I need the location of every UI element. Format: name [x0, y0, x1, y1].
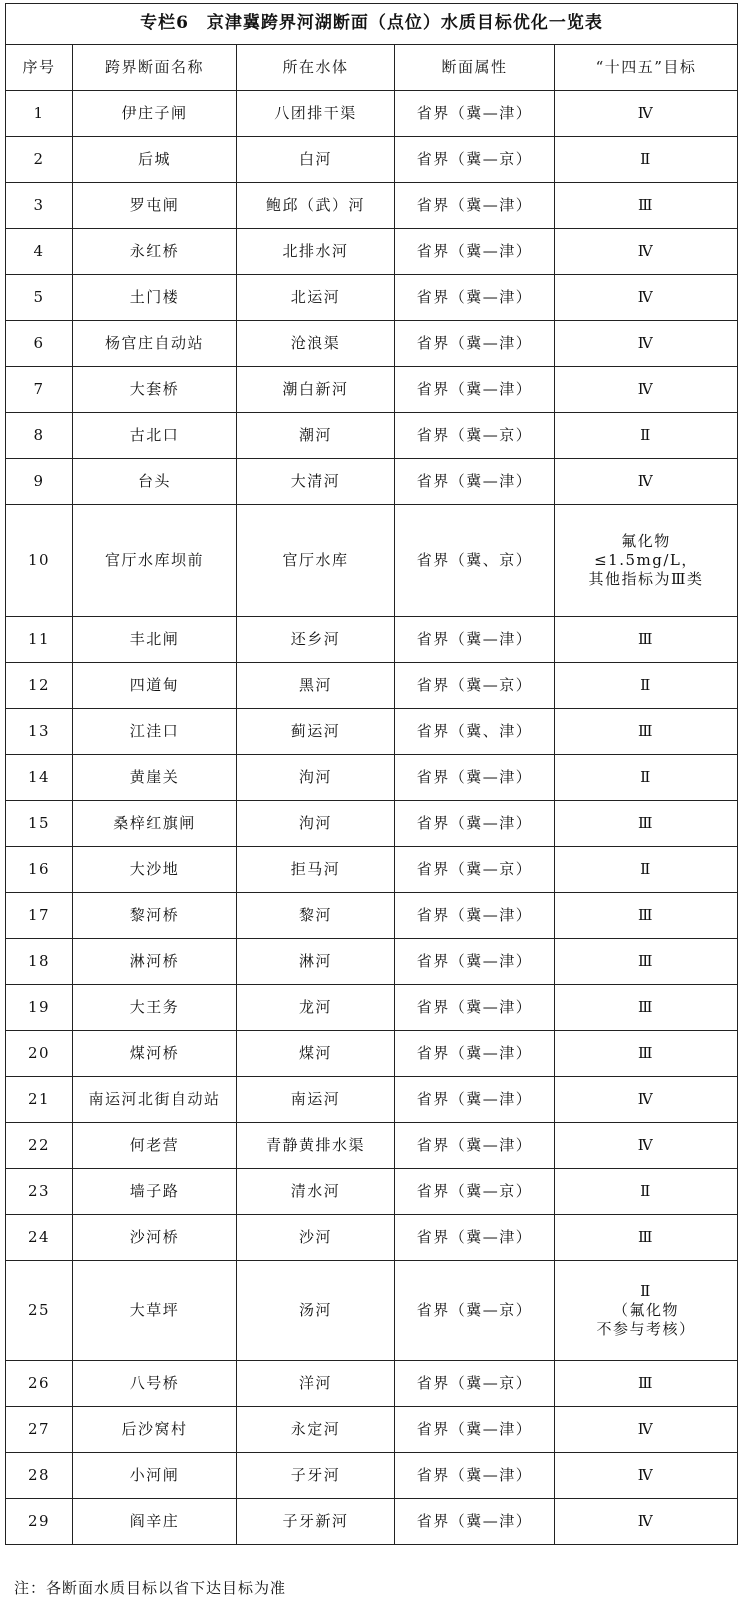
cell-section-attribute: 省界（冀—津）: [395, 321, 555, 367]
cell-seq: 1: [6, 91, 73, 137]
cell-target: Ⅳ: [555, 1407, 738, 1453]
cell-section-name: 大王务: [73, 985, 237, 1031]
table-row: [6, 663, 738, 709]
cell-seq: 8: [6, 413, 73, 459]
cell-section-name: 黎河桥: [73, 893, 237, 939]
cell-section-attribute: 省界（冀—津）: [395, 801, 555, 847]
table-row: [6, 1499, 738, 1545]
table-row: [6, 183, 738, 229]
cell-section-name: 大沙地: [73, 847, 237, 893]
cell-section-name: 伊庄子闸: [73, 91, 237, 137]
cell-seq: 13: [6, 709, 73, 755]
cell-seq: 29: [6, 1499, 73, 1545]
table-row: [6, 137, 738, 183]
cell-seq: 27: [6, 1407, 73, 1453]
cell-water-body: 泃河: [237, 801, 395, 847]
table-row: [6, 1031, 738, 1077]
cell-section-name: 何老营: [73, 1123, 237, 1169]
cell-section-attribute: 省界（冀—津）: [395, 1453, 555, 1499]
table-row: [6, 1261, 738, 1361]
header-water-body: 所在水体: [237, 45, 395, 91]
cell-section-attribute: 省界（冀—津）: [395, 183, 555, 229]
cell-target: Ⅲ: [555, 801, 738, 847]
cell-target: Ⅳ: [555, 321, 738, 367]
cell-water-body: 煤河: [237, 1031, 395, 1077]
cell-section-name: 沙河桥: [73, 1215, 237, 1261]
cell-seq: 21: [6, 1077, 73, 1123]
cell-water-body: 子牙新河: [237, 1499, 395, 1545]
table-row: [6, 1123, 738, 1169]
cell-target: Ⅳ: [555, 275, 738, 321]
table-row: [6, 505, 738, 617]
cell-target: Ⅲ: [555, 709, 738, 755]
cell-section-attribute: 省界（冀—津）: [395, 229, 555, 275]
cell-section-attribute: 省界（冀—京）: [395, 137, 555, 183]
cell-section-attribute: 省界（冀—津）: [395, 893, 555, 939]
cell-section-attribute: 省界（冀—津）: [395, 275, 555, 321]
cell-water-body: 泃河: [237, 755, 395, 801]
table-row: [6, 985, 738, 1031]
table-row: [6, 1407, 738, 1453]
cell-section-name: 古北口: [73, 413, 237, 459]
cell-section-name: 台头: [73, 459, 237, 505]
cell-seq: 17: [6, 893, 73, 939]
table-row: [6, 755, 738, 801]
target-line: 不参与考核）: [596, 1319, 696, 1338]
cell-seq: 25: [6, 1261, 73, 1361]
table-row: [6, 1169, 738, 1215]
cell-target: Ⅳ: [555, 1453, 738, 1499]
cell-section-attribute: 省界（冀—津）: [395, 985, 555, 1031]
cell-seq: 23: [6, 1169, 73, 1215]
cell-seq: 2: [6, 137, 73, 183]
cell-target: Ⅳ: [555, 459, 738, 505]
cell-section-name: 江洼口: [73, 709, 237, 755]
cell-water-body: 永定河: [237, 1407, 395, 1453]
cell-water-body: 沧浪渠: [237, 321, 395, 367]
cell-section-name: 罗屯闸: [73, 183, 237, 229]
cell-seq: 3: [6, 183, 73, 229]
cell-section-attribute: 省界（冀—京）: [395, 1361, 555, 1407]
target-line: Ⅱ: [640, 1282, 652, 1301]
cell-target: [555, 505, 738, 617]
cell-section-attribute: 省界（冀—津）: [395, 617, 555, 663]
cell-water-body: 青静黄排水渠: [237, 1123, 395, 1169]
cell-target: Ⅲ: [555, 1215, 738, 1261]
cell-section-name: 阎辛庄: [73, 1499, 237, 1545]
cell-section-name: 淋河桥: [73, 939, 237, 985]
table-row: [6, 321, 738, 367]
cell-seq: 16: [6, 847, 73, 893]
table-row: [6, 709, 738, 755]
cell-water-body: 沙河: [237, 1215, 395, 1261]
water-quality-table: [5, 3, 738, 1545]
cell-target: Ⅲ: [555, 617, 738, 663]
cell-section-name: 煤河桥: [73, 1031, 237, 1077]
cell-water-body: 黎河: [237, 893, 395, 939]
target-line: 其他指标为Ⅲ类: [588, 569, 704, 588]
header-section-attribute: 断面属性: [395, 45, 555, 91]
cell-section-name: 南运河北街自动站: [73, 1077, 237, 1123]
table-row: [6, 1077, 738, 1123]
table-row: [6, 1453, 738, 1499]
cell-water-body: 官厅水库: [237, 505, 395, 617]
cell-seq: 20: [6, 1031, 73, 1077]
cell-water-body: 北排水河: [237, 229, 395, 275]
cell-seq: 15: [6, 801, 73, 847]
table-row: [6, 847, 738, 893]
cell-seq: 9: [6, 459, 73, 505]
cell-section-attribute: 省界（冀—京）: [395, 663, 555, 709]
cell-target: Ⅲ: [555, 1031, 738, 1077]
cell-water-body: 洋河: [237, 1361, 395, 1407]
cell-target: Ⅳ: [555, 1123, 738, 1169]
cell-seq: 28: [6, 1453, 73, 1499]
cell-seq: 22: [6, 1123, 73, 1169]
cell-water-body: 南运河: [237, 1077, 395, 1123]
cell-seq: 26: [6, 1361, 73, 1407]
cell-section-name: 大套桥: [73, 367, 237, 413]
cell-section-attribute: 省界（冀—津）: [395, 1123, 555, 1169]
table-row: [6, 91, 738, 137]
cell-water-body: 潮河: [237, 413, 395, 459]
footnote: 注：各断面水质目标以省下达目标为准: [14, 1579, 287, 1597]
cell-section-attribute: 省界（冀、京）: [395, 505, 555, 617]
cell-water-body: 汤河: [237, 1261, 395, 1361]
header-target: “十四五”目标: [555, 45, 738, 91]
cell-section-attribute: 省界（冀—津）: [395, 755, 555, 801]
cell-seq: 10: [6, 505, 73, 617]
cell-seq: 4: [6, 229, 73, 275]
cell-section-name: 官厅水库坝前: [73, 505, 237, 617]
table-row: [6, 939, 738, 985]
cell-target: Ⅲ: [555, 893, 738, 939]
table-row: [6, 893, 738, 939]
cell-section-attribute: 省界（冀—津）: [395, 1215, 555, 1261]
cell-target: Ⅲ: [555, 939, 738, 985]
cell-target: Ⅲ: [555, 183, 738, 229]
cell-water-body: 淋河: [237, 939, 395, 985]
cell-section-attribute: 省界（冀—津）: [395, 91, 555, 137]
cell-section-name: 大草坪: [73, 1261, 237, 1361]
cell-target: Ⅳ: [555, 1077, 738, 1123]
cell-target: Ⅳ: [555, 367, 738, 413]
cell-section-attribute: 省界（冀—津）: [395, 459, 555, 505]
table-row: [6, 413, 738, 459]
cell-section-name: 桑梓红旗闸: [73, 801, 237, 847]
cell-section-name: 四道甸: [73, 663, 237, 709]
cell-section-name: 墙子路: [73, 1169, 237, 1215]
cell-section-attribute: 省界（冀—京）: [395, 1169, 555, 1215]
cell-water-body: 鲍邱（武）河: [237, 183, 395, 229]
cell-water-body: 黑河: [237, 663, 395, 709]
cell-water-body: 拒马河: [237, 847, 395, 893]
cell-section-name: 八号桥: [73, 1361, 237, 1407]
table-row: [6, 801, 738, 847]
cell-section-attribute: 省界（冀—京）: [395, 847, 555, 893]
cell-seq: 24: [6, 1215, 73, 1261]
cell-water-body: 还乡河: [237, 617, 395, 663]
cell-water-body: 子牙河: [237, 1453, 395, 1499]
cell-section-name: 土门楼: [73, 275, 237, 321]
target-line: 氟化物: [621, 532, 671, 551]
cell-water-body: 北运河: [237, 275, 395, 321]
cell-section-attribute: 省界（冀—津）: [395, 1499, 555, 1545]
cell-water-body: 白河: [237, 137, 395, 183]
table-row: [6, 229, 738, 275]
cell-water-body: 八团排干渠: [237, 91, 395, 137]
cell-water-body: 清水河: [237, 1169, 395, 1215]
cell-target: Ⅳ: [555, 229, 738, 275]
table-row: [6, 275, 738, 321]
cell-water-body: 蓟运河: [237, 709, 395, 755]
table-title: 专栏6 京津冀跨界河湖断面（点位）水质目标优化一览表: [6, 4, 738, 45]
cell-target: Ⅳ: [555, 1499, 738, 1545]
cell-section-attribute: 省界（冀—京）: [395, 413, 555, 459]
header-seq: 序号: [6, 45, 73, 91]
cell-section-attribute: 省界（冀—津）: [395, 939, 555, 985]
cell-water-body: 大清河: [237, 459, 395, 505]
header-section-name: 跨界断面名称: [73, 45, 237, 91]
cell-target: Ⅱ: [555, 755, 738, 801]
cell-section-name: 黄崖关: [73, 755, 237, 801]
cell-section-name: 杨官庄自动站: [73, 321, 237, 367]
cell-water-body: 龙河: [237, 985, 395, 1031]
cell-seq: 11: [6, 617, 73, 663]
cell-seq: 12: [6, 663, 73, 709]
cell-section-attribute: 省界（冀—津）: [395, 367, 555, 413]
table-row: [6, 1215, 738, 1261]
cell-seq: 5: [6, 275, 73, 321]
cell-section-name: 永红桥: [73, 229, 237, 275]
target-line: ≤1.5mg/L，: [594, 551, 698, 570]
cell-section-attribute: 省界（冀、津）: [395, 709, 555, 755]
cell-seq: 18: [6, 939, 73, 985]
cell-seq: 19: [6, 985, 73, 1031]
cell-water-body: 潮白新河: [237, 367, 395, 413]
cell-section-name: 后城: [73, 137, 237, 183]
table-row: [6, 617, 738, 663]
cell-section-name: 小河闸: [73, 1453, 237, 1499]
table-body: [6, 91, 738, 1545]
cell-section-attribute: 省界（冀—津）: [395, 1077, 555, 1123]
target-line: （氟化物: [612, 1301, 679, 1320]
document-page: [5, 3, 737, 1545]
cell-target: Ⅲ: [555, 1361, 738, 1407]
cell-section-name: 丰北闸: [73, 617, 237, 663]
cell-section-name: 后沙窝村: [73, 1407, 237, 1453]
cell-target: Ⅲ: [555, 985, 738, 1031]
cell-target: [555, 1261, 738, 1361]
cell-seq: 14: [6, 755, 73, 801]
header-row: [6, 45, 738, 91]
cell-seq: 6: [6, 321, 73, 367]
table-row: [6, 459, 738, 505]
cell-target: Ⅱ: [555, 1169, 738, 1215]
cell-target: Ⅱ: [555, 413, 738, 459]
table-row: [6, 367, 738, 413]
cell-seq: 7: [6, 367, 73, 413]
cell-section-attribute: 省界（冀—津）: [395, 1031, 555, 1077]
cell-target: Ⅱ: [555, 847, 738, 893]
cell-target: Ⅱ: [555, 663, 738, 709]
cell-section-attribute: 省界（冀—津）: [395, 1407, 555, 1453]
cell-section-attribute: 省界（冀—京）: [395, 1261, 555, 1361]
cell-target: Ⅳ: [555, 91, 738, 137]
cell-target: Ⅱ: [555, 137, 738, 183]
table-row: [6, 1361, 738, 1407]
